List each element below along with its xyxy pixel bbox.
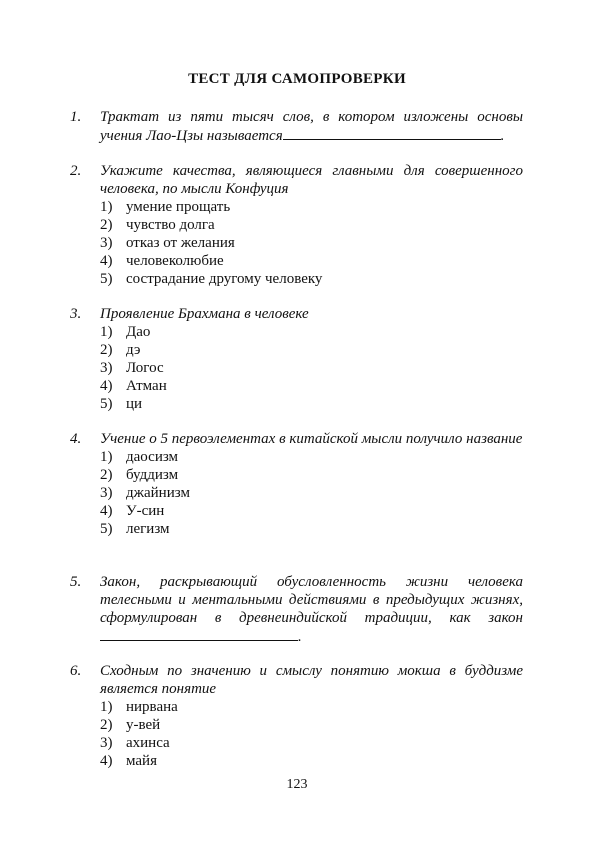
question-text: Сходным по значению и смыслу понятию мокша в буддизме является понятие — [100, 663, 523, 697]
option-label: легизм — [126, 521, 170, 537]
question-text-content: Трактат из пяти тысяч слов, в котором изложены основы учения Лао-Цзы называется — [100, 109, 523, 144]
question-text — [100, 573, 523, 646]
option-label: буддизм — [126, 467, 179, 483]
option-number: 2) — [100, 217, 113, 233]
option-label: отказ от желания — [126, 235, 235, 251]
option-item[interactable] — [100, 395, 523, 413]
question-text: Проявление Брахмана в человеке — [100, 306, 309, 322]
option-item[interactable] — [100, 359, 523, 377]
option-label: чувство долга — [126, 217, 215, 233]
option-item[interactable] — [100, 448, 523, 466]
question-4 — [70, 430, 523, 538]
option-number: 2) — [100, 717, 113, 733]
option-item[interactable] — [100, 377, 523, 395]
option-number: 4) — [100, 378, 113, 394]
option-number: 3) — [100, 485, 113, 501]
option-label: Дао — [126, 324, 151, 340]
question-number: 2. — [70, 163, 82, 179]
option-item[interactable] — [100, 698, 523, 716]
option-number: 2) — [100, 342, 113, 358]
question-text-content: Закон, раскрывающий обусловленность жизни человека телесными и ментальными действиями в предыдущих жизнях, сформулирован в древнеиндийской традиции, как закон — [100, 574, 523, 626]
option-number: 1) — [100, 699, 113, 715]
option-label: даосизм — [126, 449, 179, 465]
option-label: у-вей — [126, 717, 161, 733]
page-title: ТЕСТ ДЛЯ САМОПРОВЕРКИ — [188, 71, 406, 87]
option-number: 5) — [100, 271, 113, 287]
question-tail: . — [298, 629, 302, 645]
option-label: человеколюбие — [126, 253, 224, 269]
question-number: 5. — [70, 574, 82, 590]
option-label: Атман — [126, 378, 167, 394]
option-item[interactable] — [100, 234, 523, 252]
question-number: 1. — [70, 109, 82, 125]
option-label: У-син — [126, 503, 165, 519]
options-list — [100, 323, 523, 413]
option-number: 1) — [100, 449, 113, 465]
answer-blank[interactable] — [283, 126, 501, 140]
option-label: сострадание другому человеку — [126, 271, 323, 287]
option-label: умение прощать — [126, 199, 231, 215]
option-number: 3) — [100, 735, 113, 751]
option-label: ахинса — [126, 735, 170, 751]
question-tail: . — [500, 128, 505, 144]
options-list — [100, 698, 523, 770]
option-number: 5) — [100, 396, 113, 412]
question-5 — [70, 573, 523, 646]
option-label: дэ — [126, 342, 141, 358]
option-number: 4) — [100, 753, 113, 769]
option-item[interactable] — [100, 466, 523, 484]
option-label: Логос — [126, 360, 164, 376]
question-number: 3. — [70, 306, 82, 322]
page-number: 123 — [286, 777, 308, 792]
option-item[interactable] — [100, 323, 523, 341]
option-number: 4) — [100, 503, 113, 519]
options-list — [100, 448, 523, 538]
options-list — [100, 198, 523, 288]
question-number: 6. — [70, 663, 82, 679]
option-number: 1) — [100, 324, 113, 340]
option-item[interactable] — [100, 216, 523, 234]
answer-blank[interactable] — [100, 627, 298, 641]
option-label: джайнизм — [126, 485, 190, 501]
question-2 — [70, 162, 523, 288]
question-text: Учение о 5 первоэлементах в китайской мысли получило название — [100, 431, 523, 447]
option-label: майя — [126, 753, 157, 769]
option-item[interactable] — [100, 716, 523, 734]
option-number: 1) — [100, 199, 113, 215]
option-item[interactable] — [100, 198, 523, 216]
question-1 — [70, 108, 523, 145]
option-item[interactable] — [100, 502, 523, 520]
option-item[interactable] — [100, 252, 523, 270]
option-label: ци — [126, 396, 143, 412]
option-number: 2) — [100, 467, 113, 483]
option-number: 5) — [100, 521, 113, 537]
option-number: 4) — [100, 253, 113, 269]
question-6 — [70, 662, 523, 770]
question-text — [100, 108, 523, 145]
option-item[interactable] — [100, 341, 523, 359]
option-item[interactable] — [100, 270, 523, 288]
option-number: 3) — [100, 360, 113, 376]
option-item[interactable] — [100, 752, 523, 770]
question-3 — [70, 305, 523, 413]
option-label: нирвана — [126, 699, 178, 715]
option-item[interactable] — [100, 520, 523, 538]
question-text: Укажите качества, являющиеся главными для совершенного человека, по мысли Конфуция — [100, 163, 523, 197]
option-number: 3) — [100, 235, 113, 251]
option-item[interactable] — [100, 484, 523, 502]
question-number: 4. — [70, 431, 82, 447]
option-item[interactable] — [100, 734, 523, 752]
